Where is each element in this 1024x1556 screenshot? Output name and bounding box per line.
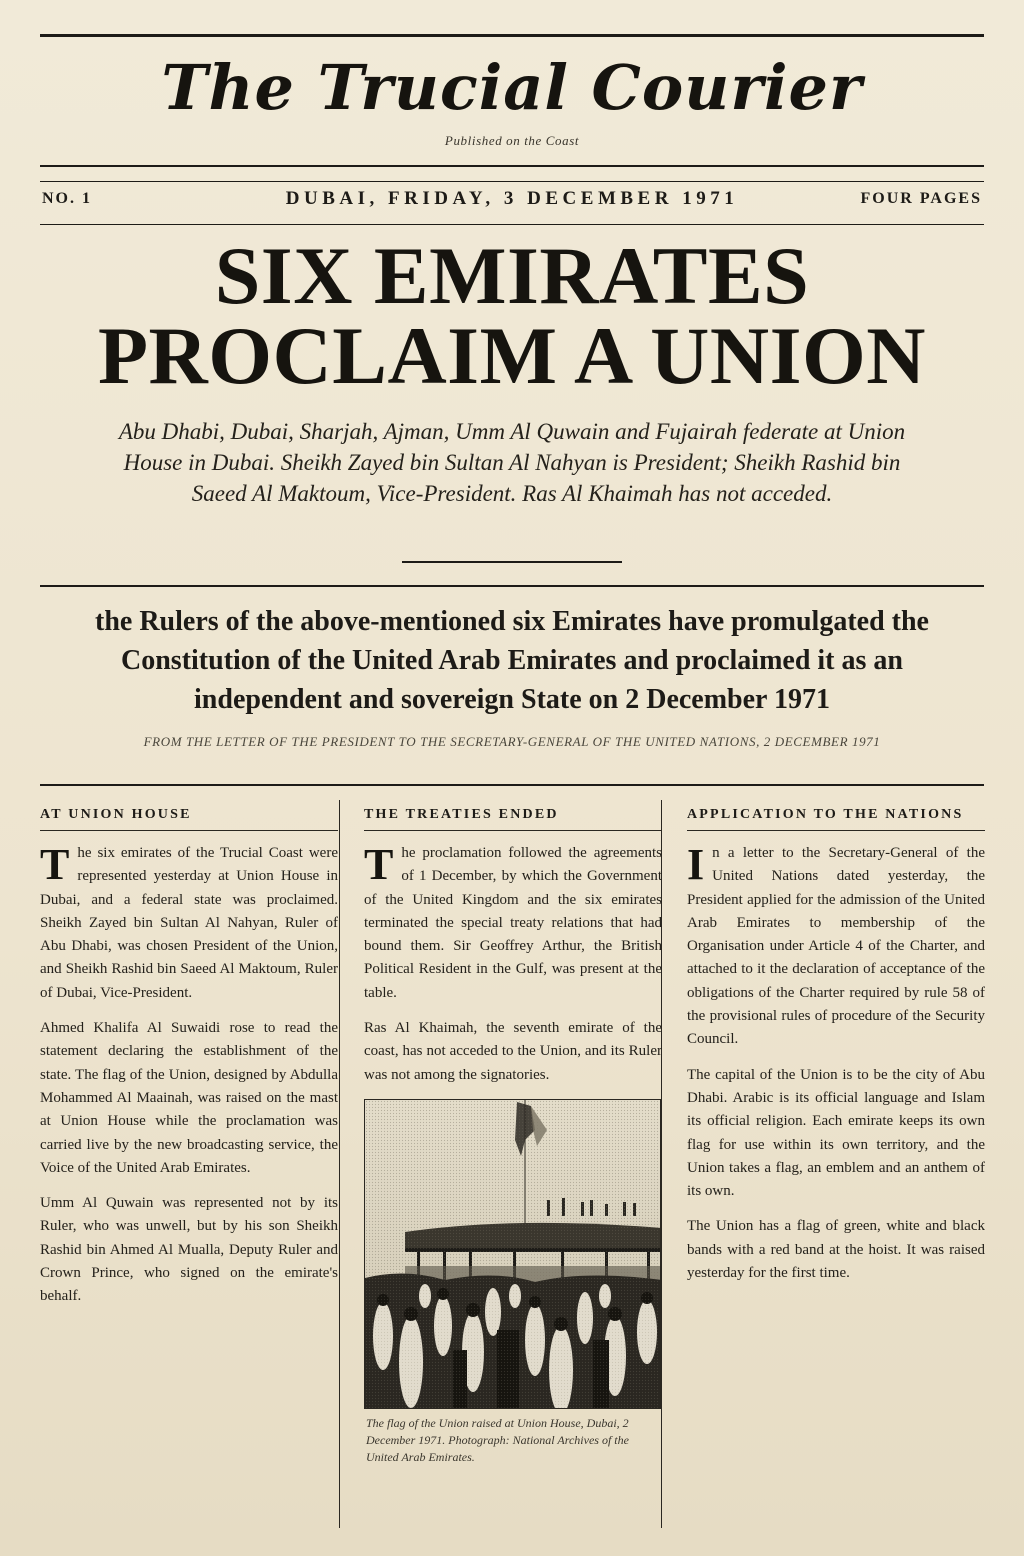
main-headline [40, 230, 984, 401]
column-heading: AT UNION HOUSE [40, 800, 338, 831]
article-paragraph [40, 842, 338, 1005]
deck-divider [402, 561, 622, 563]
article-paragraph: Ahmed Khalifa Al Suwaidi rose to read the statement declaring the establishment of the state. The flag of the Union, designed by Abdulla Mohammed Al Maainah, was raised on the mast at Union House while the proclamation was carried live by the new broadcasting service, the Voice of the United Arab Emirates. [40, 1020, 338, 1176]
paragraph-text: he proclamation followed the agreements of 1 December, by which the Government of the United Kingdom and the six emirates terminated the special treaty relations that had bound them. Sir Geoffrey Arthur, the British Political Resident in the Gulf, was present at the table. [364, 845, 662, 1001]
issue-number: NO. 1 [42, 190, 92, 207]
masthead-title: The Trucial Courier [161, 51, 863, 124]
paragraph-text: n a letter to the Secretary-General of the United Nations dated yesterday, the President applied for the admission of the United Arab Emirates to membership of the Organisation under Article 4 of the Charter, and attached to it the declaration of acceptance of the obligations of the Charter required by rule 58 of the provisional rules of procedure of the Security Council. [687, 845, 985, 1048]
headline-line-1: SIX EMIRATES [214, 230, 810, 321]
article-paragraph: The Union has a flag of green, white and black bands with a red band at the hoist. It was raised yesterday for the first time. [687, 1218, 985, 1282]
drop-cap: T [40, 840, 70, 889]
article-column-union-house [40, 800, 338, 1321]
column-heading: THE TREATIES ENDED [364, 800, 662, 831]
article-paragraph [364, 842, 662, 1005]
article-paragraph [687, 842, 985, 1052]
newspaper-page [40, 0, 984, 1556]
masthead-tagline: Published on the Coast [444, 133, 580, 148]
quote-rule-bottom [40, 784, 984, 786]
masthead-rule [40, 165, 984, 167]
article-paragraph: Ras Al Khaimah, the seventh emirate of the coast, has not acceded to the Union, and its Ruler was not among the signatories. [364, 1020, 662, 1083]
article-paragraph: The capital of the Union is to be the city of Abu Dhabi. Arabic is its official language and Islam its official religion. Each emirate keeps its own flag for use within its own territory, and the Union takes a flag, an emblem and an anthem of its own. [687, 1066, 985, 1200]
drop-cap: T [364, 840, 394, 889]
paragraph-text: he six emirates of the Trucial Coast were represented yesterday at Union House in Dubai, and a federal state was proclaimed. Sheikh Zayed bin Sultan Al Nahyan, Ruler of Abu Dhabi, was chosen President of the Union, and Sheikh Rashid bin Saeed Al Maktoum, Ruler of Dubai, Vice-President. [40, 845, 338, 1001]
issue-date: DUBAI, FRIDAY, 3 DECEMBER 1971 [285, 188, 739, 209]
column-heading: APPLICATION TO THE NATIONS [687, 800, 985, 831]
article-paragraph: Umm Al Quwain was represented not by its Ruler, who was unwell, but by his son Sheikh Rashid bin Ahmed Al Mualla, Deputy Ruler and Crown Prince, who signed on the emirate's behalf. [40, 1195, 338, 1305]
photo-caption: The flag of the Union raised at Union House, Dubai, 2 December 1971. Photograph: National Archives of the United Arab Emirates. [366, 1415, 629, 1464]
quote-rule-top [40, 585, 984, 587]
dateline-rule-bottom [40, 224, 984, 225]
page-count: FOUR PAGES [860, 190, 982, 207]
article-column-treaties [364, 800, 662, 1466]
dateline-rule-top [40, 181, 984, 182]
headline-deck: Abu Dhabi, Dubai, Sharjah, Ajman, Umm Al Quwain and Fujairah federate at Union House in Dubai. Sheikh Zayed bin Sultan Al Nahyan is President; Sheikh Rashid bin Saeed Al Maktoum, Vice-President. Ras Al Khaimah has not acceded. [118, 419, 906, 506]
headline-line-2: PROCLAIM A UNION [97, 310, 927, 401]
drop-cap: I [687, 840, 705, 889]
article-column-application [687, 800, 985, 1297]
union-house-photo [364, 1099, 661, 1409]
quote-attribution: FROM THE LETTER OF THE PRESIDENT TO THE SECRETARY-GENERAL OF THE UNITED NATIONS, 2 DECEMBER 1971 [143, 734, 881, 749]
pull-quote: the Rulers of the above-mentioned six Emirates have promulgated the Constitution of the United Arab Emirates and proclaimed it as an independent and sovereign State on 2 December 1971 [95, 606, 929, 715]
top-rule [40, 34, 984, 37]
dateline [40, 186, 984, 216]
column-divider [339, 800, 340, 1528]
